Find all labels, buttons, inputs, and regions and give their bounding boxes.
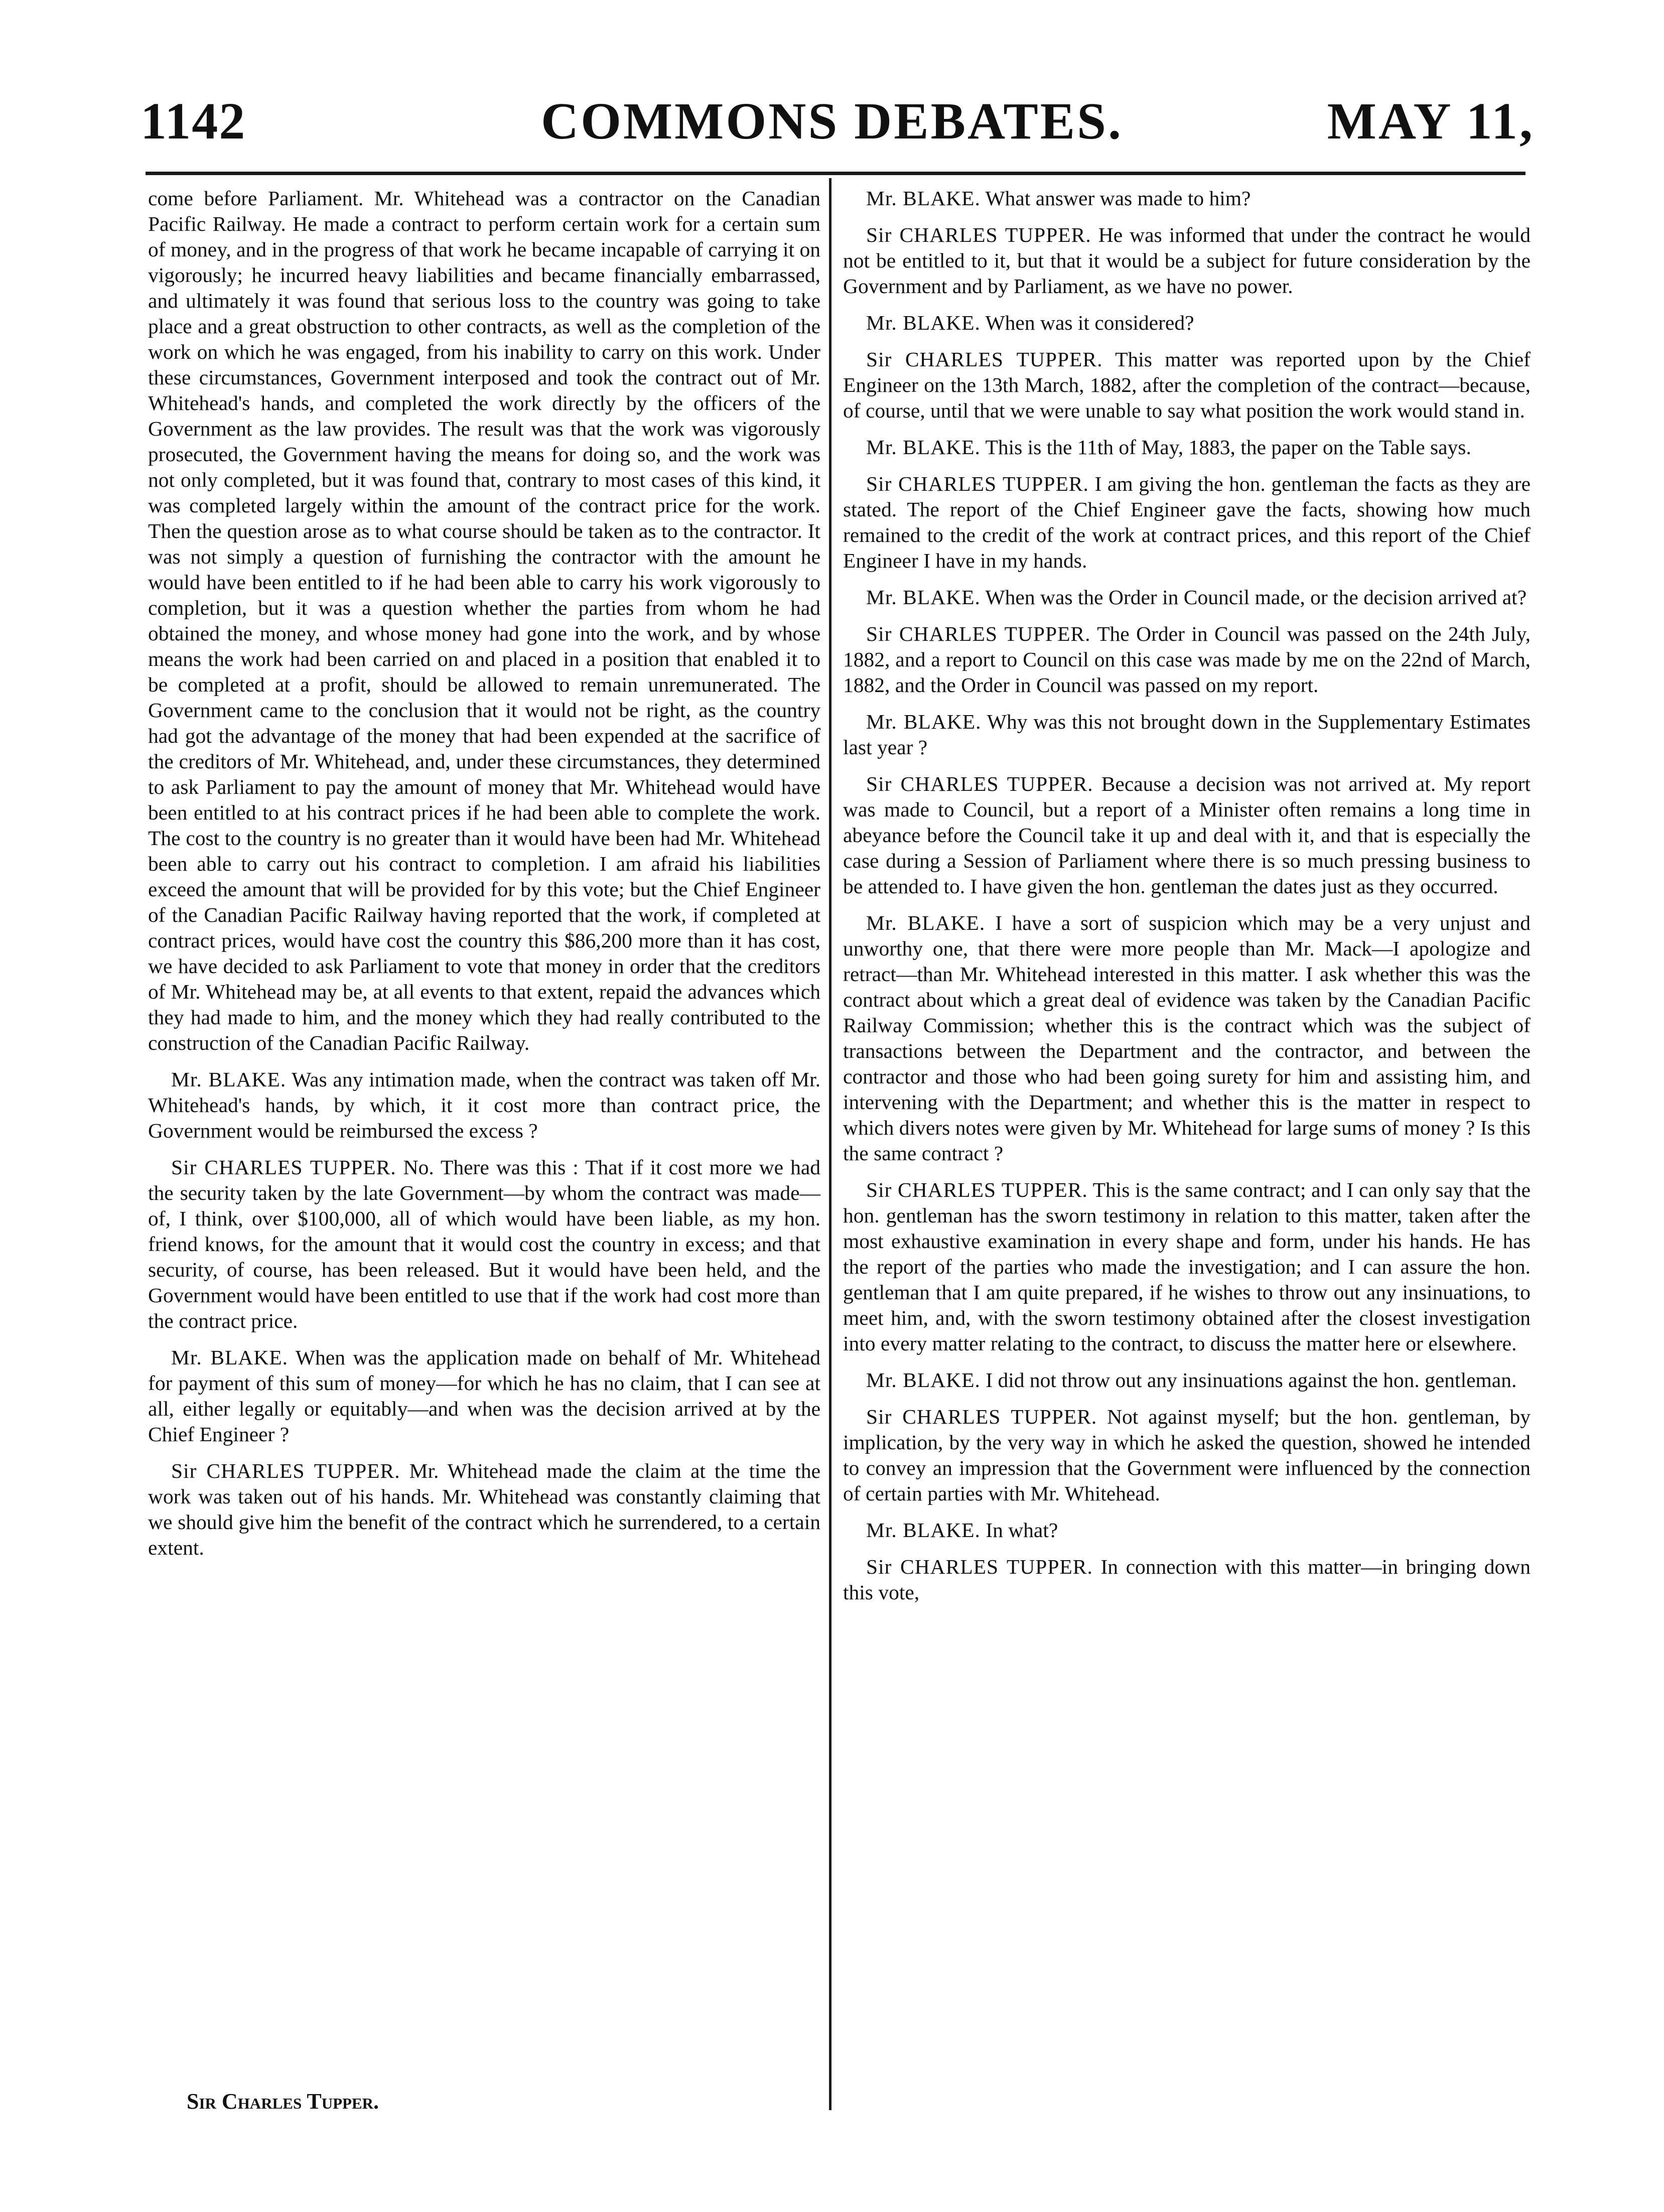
paragraph xyxy=(843,1404,1531,1506)
paragraph xyxy=(843,771,1531,899)
paragraph xyxy=(843,585,1531,610)
speaker-name: Mr. BLAKE. xyxy=(171,1068,287,1091)
header-rule xyxy=(146,172,1526,175)
paragraph-text: He was informed that under the contract he would not be entitled to it, but that it would be a subject for future consideration by the Government and by Parliament, as we have no power. xyxy=(843,223,1531,298)
paragraph-text: Was any intimation made, when the contract was taken off Mr. Whitehead's hands, by which, it it cost more than contract price, the Government would be reimbursed the excess ? xyxy=(148,1068,820,1142)
speaker-name: Mr. BLAKE. xyxy=(866,311,981,334)
paragraph-text: This is the 11th of May, 1883, the paper on the Table says. xyxy=(985,436,1471,459)
paragraph-text: This is the same contract; and I can only say that the hon. gentleman has the sworn testimony in relation to this matter, taken after the most exhaustive examination in every shape and form, under his hands. He has the report of the parties who made the investigation; and I can assure the hon. gentleman that I am quite prepared, if he wishes to throw out any insinuations, to meet him, and, with the sworn testimony obtained after the closest investigation into every matter relating to the contract, to discuss the matter here or elsewhere. xyxy=(843,1178,1531,1355)
paragraph-text: Why was this not brought down in the Supplementary Estimates last year ? xyxy=(843,710,1531,759)
speaker-name: Mr. BLAKE. xyxy=(866,586,981,609)
paragraph xyxy=(148,1155,820,1334)
paragraph-text: I have a sort of suspicion which may be a very unjust and unworthy one, that there were more people than Mr. Mack—I apologize and retract—than Mr. Whitehead interested in this matter. I ask whether this was the contract about which a great deal of evidence was taken by the Canadian Pacific Railway Commission; whether this is the contract which was the subject of transactions between the Department and the contractor, and between the contractor and those who had been going surety for him and assisting him, and intervening with the Department; and whether this is the matter in respect to which divers notes were given by Mr. Whitehead for large sums of money ? Is this the same contract ? xyxy=(843,911,1531,1165)
paragraph xyxy=(843,310,1531,336)
speaker-name: Mr. BLAKE. xyxy=(866,436,981,459)
paragraph-text: Not against myself; but the hon. gentleman, by implication, by the very way in which he asked the question, showed he intended to convey an impression that the Government were influenced by the connection of certain parties with Mr. Whitehead. xyxy=(843,1405,1531,1505)
speaker-name: Sir CHARLES TUPPER. xyxy=(866,1405,1097,1428)
speaker-name: Sir CHARLES TUPPER. xyxy=(866,223,1091,246)
paragraph xyxy=(843,186,1531,211)
paragraph-text: come before Parliament. Mr. Whitehead was a contractor on the Canadian Pacific Railway. He made a contract to perform certain work for a certain sum of money, and in the progress of that work he became incapable of carrying it on vigorously; he incurred heavy liabilities and became financially embarrassed, and ultimately it was found that serious loss to the country was going to take place and a great obstruction to other contracts, as well as the completion of the work on which he was engaged, from his inability to carry on this work. Under these circumstances, Government interposed and took the contract out of Mr. Whitehead's hands, and completed the work directly by the officers of the Government as the law provides. The result was that the work was vigorously prosecuted, the Government having the means for doing so, and the work was not only completed, but it was found that, contrary to most cases of this kind, it was completed largely within the amount of the contract price for the work. Then the question arose as to what course should be taken as to the contractor. It was not simply a question of furnishing the contractor with the amount he would have been entitled to if he had been able to carry his work vigorously to completion, but it was a question whether the parties from whom he had obtained the money, and whose money had gone into the work, and by whose means the work had been carried on and placed in a position that enabled it to be completed at a profit, should be allowed to remain unremunerated. The Government came to the conclusion that it would not be right, as the country had got the advantage of the money that had been expended at the sacrifice of the creditors of Mr. Whitehead, and, under these circumstances, they determined to ask Parliament to pay the amount of money that Mr. Whitehead would have been entitled to at his contract prices if he had been able to complete the work. The cost to the country is no greater than it would have been had Mr. Whitehead been able to carry out his contract to completion. I am afraid his liabilities exceed the amount that will be provided for by this vote; but the Chief Engineer of the Canadian Pacific Railway having reported that the work, if completed at contract prices, would have cost the country this $86,200 more than it has cost, we have decided to ask Parliament to vote that money in order that the creditors of Mr. Whitehead may be, at all events to that extent, repaid the advances which they had made to him, and the money which they had really contributed to the construction of the Canadian Pacific Railway. xyxy=(148,187,820,1054)
paragraph xyxy=(843,347,1531,424)
paragraph-text: No. There was this : That if it cost more we had the security taken by the late Government—by whom the contract was made—of, I think, over $100,000, all of which would have been liable, as my hon. friend knows, for the amount that it would cost the country in excess; and that security, of course, has been released. But it would have been held, and the Government would have been entitled to use that if the work had cost more than the contract price. xyxy=(148,1156,820,1332)
speaker-name: Sir CHARLES TUPPER. xyxy=(171,1156,396,1179)
left-column xyxy=(148,186,820,1572)
paragraph xyxy=(843,709,1531,760)
speaker-name: Sir CHARLES TUPPER. xyxy=(866,772,1093,795)
speaker-name: Sir CHARLES TUPPER. xyxy=(866,622,1091,645)
paragraph xyxy=(843,222,1531,299)
speaker-name: Sir CHARLES TUPPER. xyxy=(171,1459,400,1482)
paragraph xyxy=(148,1067,820,1144)
paragraph-text: The Order in Council was passed on the 24th July, 1882, and a report to Council on this case was made by me on the 22nd of March, 1882, and the Order in Council was passed on my report. xyxy=(843,622,1531,697)
right-column xyxy=(843,186,1531,1616)
column-divider xyxy=(829,178,831,2110)
speaker-name: Mr. BLAKE. xyxy=(866,710,982,733)
speaker-name: Mr. BLAKE. xyxy=(866,1518,981,1542)
speaker-name: Sir CHARLES TUPPER. xyxy=(866,348,1103,371)
paragraph xyxy=(843,1517,1531,1543)
paragraph-text: I did not throw out any insinuations against the hon. gentleman. xyxy=(986,1368,1517,1392)
paragraph xyxy=(148,1345,820,1447)
paragraph-text: When was the Order in Council made, or the decision arrived at? xyxy=(985,586,1527,609)
paragraph xyxy=(843,1554,1531,1605)
paragraph-text: In connection with this matter—in bringing down this vote, xyxy=(843,1555,1531,1604)
paragraph xyxy=(148,186,820,1056)
paragraph-text: When was it considered? xyxy=(985,311,1194,334)
paragraph xyxy=(843,1367,1531,1393)
paragraph-text: I am giving the hon. gentleman the facts as they are stated. The report of the Chief Engineer gave the facts, showing how much remained to the credit of the work at contract prices, and this report of the Chief Engineer I have in my hands. xyxy=(843,472,1531,572)
speaker-name: Mr. BLAKE. xyxy=(866,1368,981,1392)
speaker-name: Mr. BLAKE. xyxy=(866,911,986,934)
paragraph-text: Because a decision was not arrived at. My report was made to Council, but a report of a Minister often remains a long time in abeyance before the Council take it up and deal with it, and that is especially the case during a Session of Parliament where there is so much pressing business to be attended to. I have given the hon. gentleman the dates just as they occurred. xyxy=(843,772,1531,898)
paragraph xyxy=(843,1177,1531,1356)
page-number: 1142 xyxy=(141,92,246,150)
paragraph xyxy=(843,621,1531,698)
paragraph-text: In what? xyxy=(986,1518,1058,1542)
speaker-name: Sir CHARLES TUPPER. xyxy=(866,1178,1088,1201)
paragraph-text: This matter was reported upon by the Chief Engineer on the 13th March, 1882, after the completion of the contract—because, of course, until that we were unable to say what position the work would stand in. xyxy=(843,348,1531,422)
paragraph xyxy=(148,1458,820,1561)
page-title: COMMONS DEBATES. xyxy=(541,92,1123,150)
catchword: Sir Charles Tupper. xyxy=(187,2089,379,2114)
page-header xyxy=(0,0,1664,181)
speaker-name: Mr. BLAKE. xyxy=(171,1346,289,1369)
speaker-name: Sir CHARLES TUPPER. xyxy=(866,1555,1093,1578)
speaker-name: Mr. BLAKE. xyxy=(866,187,981,210)
paragraph xyxy=(843,910,1531,1166)
paragraph-text: Mr. Whitehead made the claim at the time the work was taken out of his hands. Mr. Whitehead was constantly claiming that we should give him the benefit of the contract which he surrendered, to a certain extent. xyxy=(148,1459,821,1559)
paragraph-text: What answer was made to him? xyxy=(985,187,1251,210)
page-date: MAY 11, xyxy=(1327,92,1535,150)
paragraph xyxy=(843,435,1531,460)
paragraph-text: When was the application made on behalf of Mr. Whitehead for payment of this sum of money—for which he has no claim, that I can see at all, either legally or equitably—and when was the decision arrived at by the Chief Engineer ? xyxy=(148,1346,820,1446)
speaker-name: Sir CHARLES TUPPER. xyxy=(866,472,1089,495)
paragraph xyxy=(843,471,1531,574)
